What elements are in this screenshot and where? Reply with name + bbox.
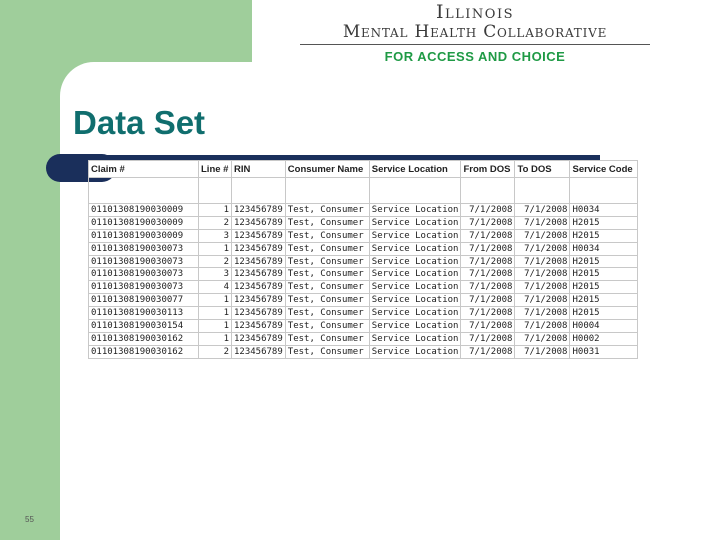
cell-claim: 01101308190030073 (89, 255, 199, 268)
cell-to-dos: 7/1/2008 (515, 204, 570, 217)
cell-to-dos: 7/1/2008 (515, 345, 570, 358)
cell-claim: 01101308190030073 (89, 268, 199, 281)
cell-to-dos: 7/1/2008 (515, 242, 570, 255)
cell-service-location: Service Location (369, 345, 461, 358)
cell-to-dos: 7/1/2008 (515, 332, 570, 345)
cell-rin: 123456789 (232, 242, 286, 255)
header-line: Line # (199, 161, 232, 178)
table-row (89, 345, 638, 358)
cell-line: 1 (199, 320, 232, 333)
data-set-table-container (88, 160, 638, 359)
cell-rin: 123456789 (232, 307, 286, 320)
header-claim: Claim # (89, 161, 199, 178)
table-spacer-row (89, 178, 638, 204)
header-from-dos: From DOS (461, 161, 515, 178)
cell-to-dos: 7/1/2008 (515, 281, 570, 294)
cell-service-location: Service Location (369, 204, 461, 217)
cell-consumer-name: Test, Consumer (285, 320, 369, 333)
cell-claim: 01101308190030162 (89, 345, 199, 358)
cell-claim: 01101308190030162 (89, 332, 199, 345)
cell-consumer-name: Test, Consumer (285, 242, 369, 255)
cell-rin: 123456789 (232, 216, 286, 229)
table-row (89, 332, 638, 345)
cell-rin: 123456789 (232, 255, 286, 268)
cell-service-location: Service Location (369, 268, 461, 281)
logo-tagline: FOR ACCESS AND CHOICE (384, 49, 566, 64)
table-row (89, 307, 638, 320)
table-header-row (89, 161, 638, 178)
cell-service-code: H2015 (570, 268, 638, 281)
cell-consumer-name: Test, Consumer (285, 281, 369, 294)
cell-rin: 123456789 (232, 281, 286, 294)
slide-title: Data Set (73, 104, 206, 141)
table-row (89, 281, 638, 294)
cell-service-code: H0002 (570, 332, 638, 345)
cell-service-location: Service Location (369, 229, 461, 242)
table-body (89, 178, 638, 359)
logo-line-2: Mental Health Collaborative (342, 22, 608, 42)
cell-claim: 01101308190030154 (89, 320, 199, 333)
cell-service-location: Service Location (369, 320, 461, 333)
cell-to-dos: 7/1/2008 (515, 229, 570, 242)
cell-line: 1 (199, 332, 232, 345)
cell-service-code: H2015 (570, 281, 638, 294)
cell-service-location: Service Location (369, 216, 461, 229)
cell-service-code: H2015 (570, 294, 638, 307)
cell-service-code: H2015 (570, 216, 638, 229)
cell-line: 3 (199, 268, 232, 281)
cell-rin: 123456789 (232, 345, 286, 358)
cell-from-dos: 7/1/2008 (461, 320, 515, 333)
cell-rin: 123456789 (232, 268, 286, 281)
cell-line: 2 (199, 255, 232, 268)
table-row (89, 229, 638, 242)
data-set-table (88, 160, 638, 359)
cell-consumer-name: Test, Consumer (285, 268, 369, 281)
cell-from-dos: 7/1/2008 (461, 242, 515, 255)
cell-claim: 01101308190030073 (89, 281, 199, 294)
cell-service-location: Service Location (369, 307, 461, 320)
logo-line-1: Illinois (436, 1, 514, 23)
cell-service-location: Service Location (369, 332, 461, 345)
cell-consumer-name: Test, Consumer (285, 229, 369, 242)
cell-consumer-name: Test, Consumer (285, 345, 369, 358)
cell-from-dos: 7/1/2008 (461, 216, 515, 229)
cell-from-dos: 7/1/2008 (461, 345, 515, 358)
table-row (89, 320, 638, 333)
table-row (89, 204, 638, 217)
cell-claim: 01101308190030009 (89, 204, 199, 217)
cell-to-dos: 7/1/2008 (515, 255, 570, 268)
cell-service-code: H0034 (570, 204, 638, 217)
cell-from-dos: 7/1/2008 (461, 204, 515, 217)
cell-to-dos: 7/1/2008 (515, 320, 570, 333)
cell-line: 1 (199, 307, 232, 320)
collaborative-logo (300, 2, 650, 64)
cell-line: 2 (199, 345, 232, 358)
cell-to-dos: 7/1/2008 (515, 216, 570, 229)
cell-rin: 123456789 (232, 332, 286, 345)
cell-consumer-name: Test, Consumer (285, 204, 369, 217)
table-row (89, 294, 638, 307)
cell-service-code: H2015 (570, 255, 638, 268)
cell-consumer-name: Test, Consumer (285, 294, 369, 307)
cell-from-dos: 7/1/2008 (461, 307, 515, 320)
cell-line: 1 (199, 294, 232, 307)
cell-rin: 123456789 (232, 320, 286, 333)
header-service-code: Service Code (570, 161, 638, 178)
cell-from-dos: 7/1/2008 (461, 268, 515, 281)
slide-number: 55 (25, 515, 34, 524)
cell-service-code: H0034 (570, 242, 638, 255)
cell-consumer-name: Test, Consumer (285, 216, 369, 229)
header-service-location: Service Location (369, 161, 461, 178)
cell-from-dos: 7/1/2008 (461, 332, 515, 345)
header-rin: RIN (232, 161, 286, 178)
cell-from-dos: 7/1/2008 (461, 255, 515, 268)
table-row (89, 242, 638, 255)
cell-consumer-name: Test, Consumer (285, 332, 369, 345)
logo-divider (300, 44, 650, 45)
cell-to-dos: 7/1/2008 (515, 268, 570, 281)
cell-from-dos: 7/1/2008 (461, 294, 515, 307)
header-consumer-name: Consumer Name (285, 161, 369, 178)
cell-line: 2 (199, 216, 232, 229)
cell-service-location: Service Location (369, 281, 461, 294)
cell-service-location: Service Location (369, 242, 461, 255)
cell-claim: 01101308190030009 (89, 229, 199, 242)
cell-rin: 123456789 (232, 204, 286, 217)
cell-to-dos: 7/1/2008 (515, 307, 570, 320)
cell-line: 4 (199, 281, 232, 294)
cell-consumer-name: Test, Consumer (285, 255, 369, 268)
table-row (89, 255, 638, 268)
cell-rin: 123456789 (232, 294, 286, 307)
cell-service-location: Service Location (369, 294, 461, 307)
cell-service-code: H0031 (570, 345, 638, 358)
cell-claim: 01101308190030113 (89, 307, 199, 320)
cell-from-dos: 7/1/2008 (461, 229, 515, 242)
cell-from-dos: 7/1/2008 (461, 281, 515, 294)
cell-claim: 01101308190030009 (89, 216, 199, 229)
cell-line: 3 (199, 229, 232, 242)
cell-consumer-name: Test, Consumer (285, 307, 369, 320)
cell-claim: 01101308190030077 (89, 294, 199, 307)
cell-service-code: H2015 (570, 307, 638, 320)
cell-claim: 01101308190030073 (89, 242, 199, 255)
header-to-dos: To DOS (515, 161, 570, 178)
cell-service-location: Service Location (369, 255, 461, 268)
cell-service-code: H2015 (570, 229, 638, 242)
table-row (89, 268, 638, 281)
cell-rin: 123456789 (232, 229, 286, 242)
cell-line: 1 (199, 204, 232, 217)
cell-to-dos: 7/1/2008 (515, 294, 570, 307)
table-row (89, 216, 638, 229)
cell-service-code: H0004 (570, 320, 638, 333)
cell-line: 1 (199, 242, 232, 255)
